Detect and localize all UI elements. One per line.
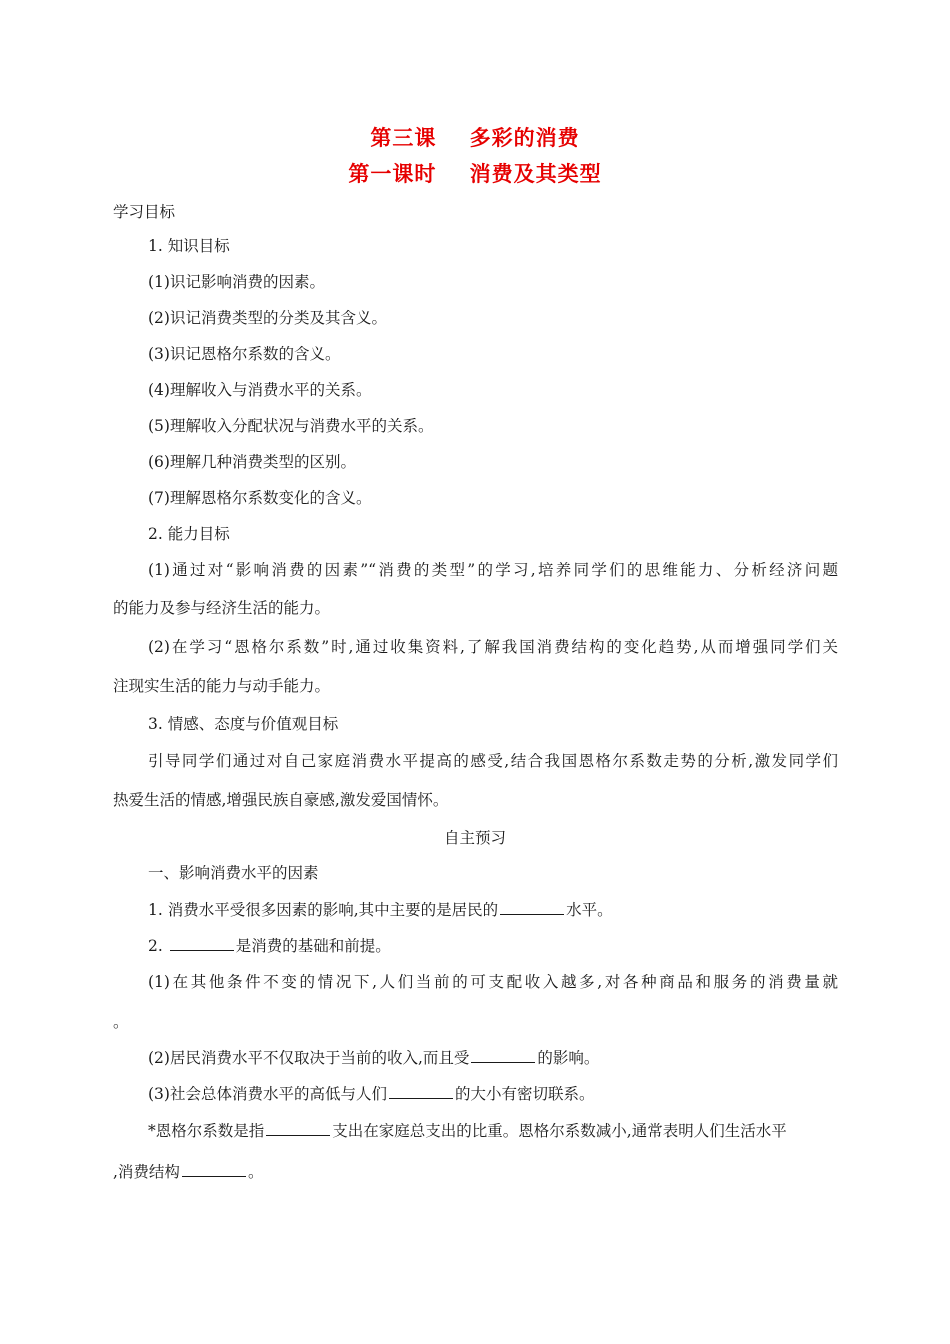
knowledge-item: (2)识记消费类型的分类及其含义。 bbox=[148, 309, 387, 327]
question-text: (3)社会总体消费水平的高低与人们 bbox=[148, 1085, 387, 1103]
ability-paragraph-1: (1)通过对“影响消费的因素”“消费的类型”的学习,培养同学们的思维能力、分析经济问题 bbox=[148, 561, 838, 579]
question-text: 的大小有密切联系。 bbox=[454, 1085, 595, 1103]
question-text: (2)居民消费水平不仅取决于当前的收入,而且受 bbox=[148, 1049, 470, 1067]
knowledge-heading: 1. 知识目标 bbox=[148, 237, 230, 255]
question-1 bbox=[148, 900, 613, 920]
question-text: 的影响。 bbox=[537, 1049, 600, 1067]
question-text: *恩格尔系数是指 bbox=[148, 1122, 265, 1140]
question-2-2 bbox=[148, 1048, 599, 1068]
section-heading: 一、影响消费水平的因素 bbox=[148, 864, 319, 882]
knowledge-item: (5)理解收入分配状况与消费水平的关系。 bbox=[148, 417, 434, 435]
lesson-subtitle: 第一课时 消费及其类型 bbox=[348, 162, 602, 186]
question-text: 2. bbox=[148, 937, 168, 955]
ability-paragraph-2-cont: 注现实生活的能力与动手能力。 bbox=[113, 677, 331, 695]
emotion-heading: 3. 情感、态度与价值观目标 bbox=[148, 715, 339, 733]
fill-blank[interactable] bbox=[170, 936, 234, 951]
preview-heading: 自主预习 bbox=[443, 829, 506, 847]
fill-blank[interactable] bbox=[500, 900, 564, 915]
question-2-1-cont: 。 bbox=[113, 1013, 129, 1031]
fill-blank[interactable] bbox=[182, 1162, 246, 1177]
engel-question-cont bbox=[113, 1162, 263, 1182]
lesson-title: 第三课 多彩的消费 bbox=[370, 126, 580, 150]
knowledge-item: (1)识记影响消费的因素。 bbox=[148, 273, 325, 291]
objectives-heading: 学习目标 bbox=[113, 203, 176, 221]
question-text: 1. 消费水平受很多因素的影响,其中主要的是居民的 bbox=[148, 901, 499, 919]
fill-blank[interactable] bbox=[389, 1084, 453, 1099]
engel-question bbox=[148, 1121, 787, 1141]
ability-paragraph-1-cont: 的能力及参与经济生活的能力。 bbox=[113, 599, 331, 617]
question-text: 支出在家庭总支出的比重。恩格尔系数减小,通常表明人们生活水平 bbox=[332, 1122, 787, 1140]
question-2 bbox=[148, 936, 391, 956]
emotion-paragraph-cont: 热爱生活的情感,增强民族自豪感,激发爱国情怀。 bbox=[113, 791, 449, 809]
question-2-1: (1)在其他条件不变的情况下,人们当前的可支配收入越多,对各种商品和服务的消费量就 bbox=[148, 973, 838, 991]
emotion-paragraph: 引导同学们通过对自己家庭消费水平提高的感受,结合我国恩格尔系数走势的分析,激发同学们 bbox=[148, 752, 838, 770]
knowledge-item: (6)理解几种消费类型的区别。 bbox=[148, 453, 356, 471]
knowledge-item: (4)理解收入与消费水平的关系。 bbox=[148, 381, 372, 399]
question-text: 水平。 bbox=[566, 901, 613, 919]
question-2-3 bbox=[148, 1084, 594, 1104]
fill-blank[interactable] bbox=[266, 1121, 330, 1136]
ability-heading: 2. 能力目标 bbox=[148, 525, 230, 543]
question-text: ,消费结构 bbox=[113, 1163, 180, 1181]
fill-blank[interactable] bbox=[471, 1048, 535, 1063]
knowledge-item: (7)理解恩格尔系数变化的含义。 bbox=[148, 489, 372, 507]
ability-paragraph-2: (2)在学习“恩格尔系数”时,通过收集资料,了解我国消费结构的变化趋势,从而增强同学们关 bbox=[148, 638, 838, 656]
question-text: 。 bbox=[247, 1163, 264, 1181]
knowledge-item: (3)识记恩格尔系数的含义。 bbox=[148, 345, 341, 363]
question-text: 是消费的基础和前提。 bbox=[235, 937, 391, 955]
